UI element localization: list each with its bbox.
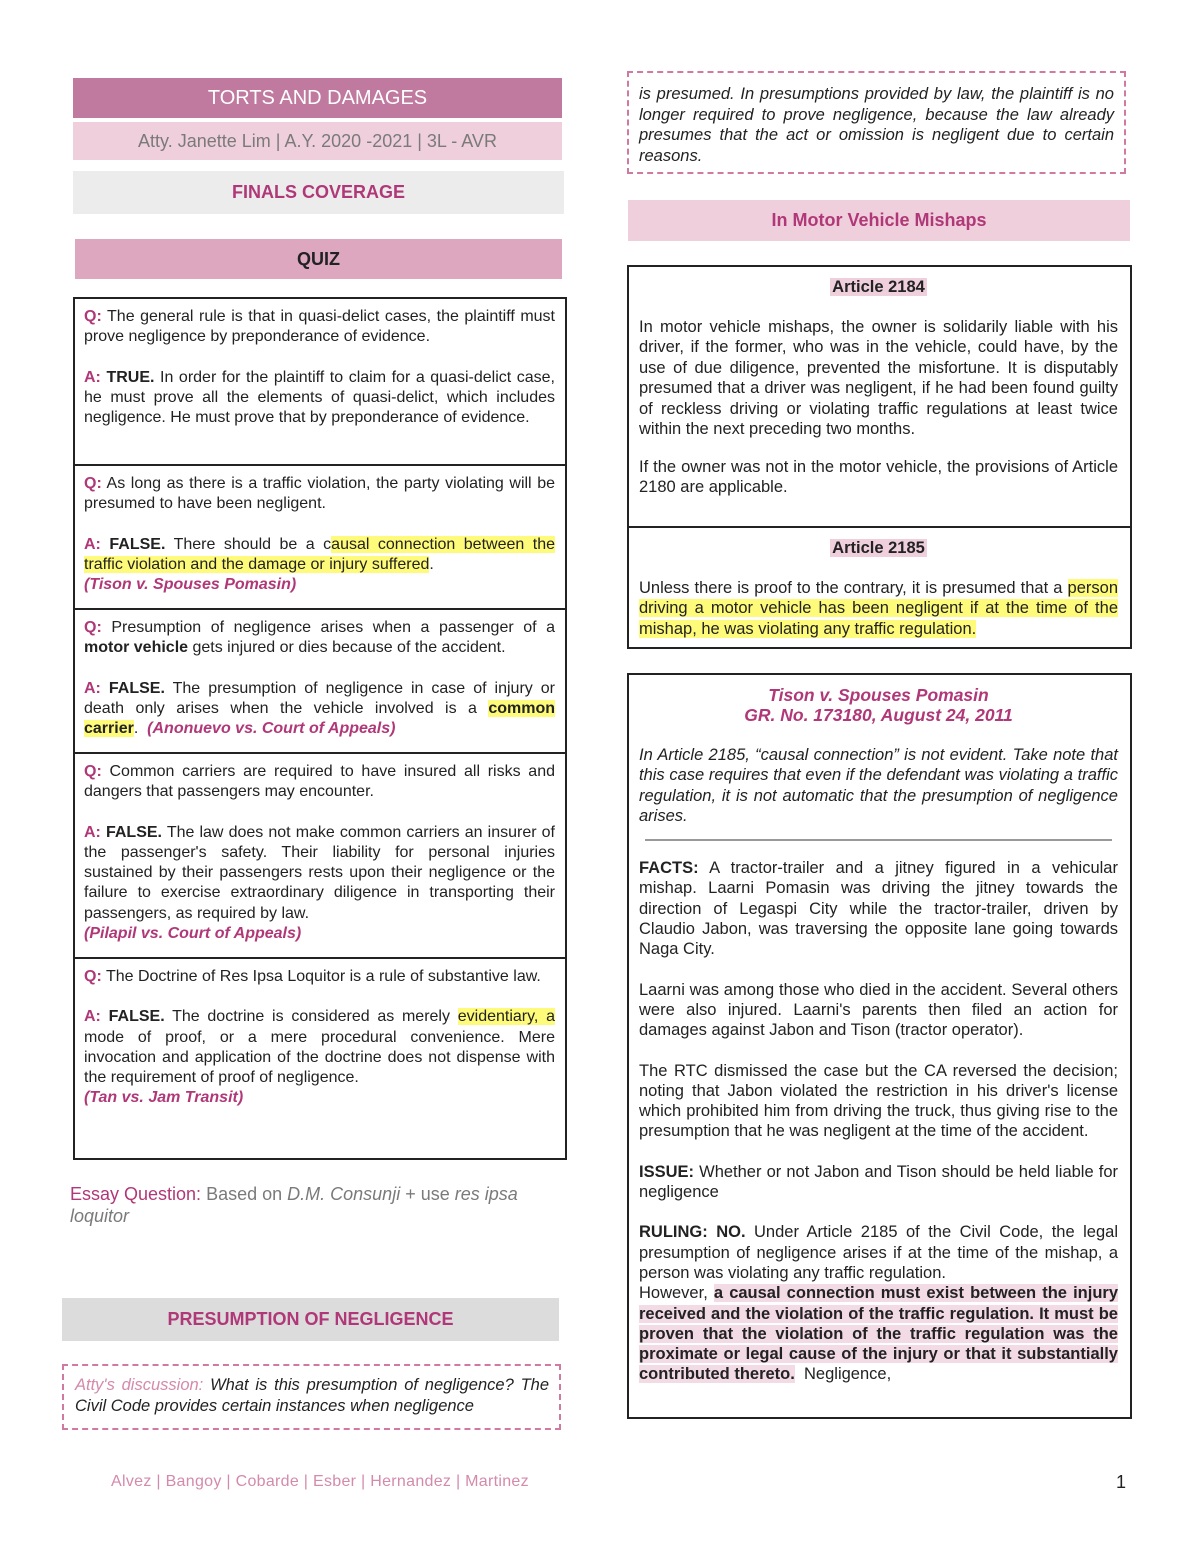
- case-gr-number: GR. No. 173180, August 24, 2011: [744, 705, 1013, 725]
- page-number: 1: [1116, 1472, 1127, 1492]
- ruling-however: However,: [639, 1284, 708, 1303]
- case-note: In Article 2185, “causal connection” is not evident. Take note that this case requires that even if the defendant was violating a traffic regulation, it is not automatic that the presumption of negligence arises.: [639, 746, 1118, 825]
- answer-label: A:: [84, 368, 101, 386]
- atty-discussion-text: What is this presumption of negligence? The Civil Code provides certain instances when negligence: [75, 1376, 550, 1415]
- question-label: Q:: [84, 619, 102, 636]
- facts-text-2: Laarni was among those who died in the accident. Several others were also injured. Laarni's parents then filed an action for damages against Jabon and Tison (tractor operator).: [639, 980, 1118, 1040]
- article-2185: [629, 538, 1130, 639]
- document-title: TORTS AND DAMAGES: [73, 78, 562, 118]
- answer-label: A:: [84, 1008, 101, 1026]
- article-2184-title: Article 2184: [832, 278, 925, 296]
- quiz-item-3: [75, 608, 565, 752]
- question-text: Presumption of negligence arises when a passenger of a: [111, 619, 555, 636]
- essay-doctrine: res ipsa loquitor: [70, 1184, 518, 1226]
- facts-text-3: The RTC dismissed the case but the CA reversed the decision; noting that Jabon violated the restriction in his driver's license which prohibited him from driving the truck, thus giving rise to the presumption that he was negligent at the time of the accident.: [639, 1061, 1118, 1141]
- question-bold-text: motor vehicle: [84, 639, 189, 657]
- answer-text: There should be a c: [173, 535, 332, 553]
- facts-text: A tractor-trailer and a jitney figured in a vehicular mishap. Laarni Pomasin was driving the jitney towards the direction of Legaspi City while the tractor-trailer, driven by Claudio Jabon, was traversing the opposite lane going towards Naga City.: [639, 859, 1118, 959]
- answer-verdict: FALSE.: [108, 679, 165, 697]
- article-2185-title: Article 2185: [832, 539, 925, 557]
- presumption-heading: PRESUMPTION OF NEGLIGENCE: [62, 1298, 559, 1341]
- document-subtitle: Atty. Janette Lim | A.Y. 2020 -2021 | 3L - AVR: [73, 122, 562, 160]
- question-text: As long as there is a traffic violation, the party violating will be presumed to have been negligent.: [84, 475, 556, 513]
- article-2185-text: Unless there is proof to the contrary, it is presumed that a: [639, 578, 1063, 597]
- quiz-item-4: [75, 752, 565, 957]
- answer-text: In order for the plaintiff to claim for a quasi-delict case, he must prove all the elements of quasi-delict, which includes negligence. He must prove that by preponderance of evidence.: [84, 368, 555, 427]
- coverage-heading: FINALS COVERAGE: [73, 171, 564, 214]
- question-text-end: gets injured or dies because of the accident.: [192, 639, 506, 657]
- answer-label: A:: [84, 823, 101, 841]
- article-2184: [629, 277, 1130, 498]
- atty-discussion-continued: is presumed. In presumptions provided by law, the plaintiff is no longer required to prove negligence, because the law already presumes that the act or omission is negligent due to certain reasons.: [627, 71, 1126, 174]
- ruling-highlight: a causal connection must exist between the injury received and the violation of the traffic regulation. It must be proven that the violation of the traffic regulation was the proximate or legal cause of the injury or that it substantially contributed thereto.: [639, 1284, 1118, 1384]
- quiz-table: [73, 297, 567, 1160]
- atty-discussion-box: [62, 1364, 561, 1430]
- answer-verdict: FALSE.: [109, 535, 166, 553]
- question-label: Q:: [84, 968, 102, 985]
- answer-text: The doctrine is considered as merely: [172, 1008, 450, 1026]
- question-text: Common carriers are required to have insured all risks and dangers that passengers may encounter.: [84, 763, 555, 801]
- case-title: Tison v. Spouses Pomasin: [768, 685, 989, 705]
- answer-verdict: FALSE.: [108, 1008, 165, 1026]
- atty-discussion-label: Atty's discussion:: [75, 1376, 204, 1394]
- quiz-heading: QUIZ: [75, 239, 562, 279]
- answer-text: The presumption of negligence in case of injury or death only arises when the vehicle involved is a: [84, 679, 556, 717]
- answer-label: A:: [84, 535, 101, 553]
- case-citation: (Anonuevo vs. Court of Appeals): [147, 720, 396, 738]
- article-2184-text-2: If the owner was not in the motor vehicle, the provisions of Article 2180 are applicable.: [639, 457, 1118, 496]
- issue-label: ISSUE:: [639, 1162, 695, 1181]
- question-text: The Doctrine of Res Ipsa Loquitor is a rule of substantive law.: [105, 968, 541, 985]
- question-label: Q:: [84, 308, 102, 325]
- ruling-text: Under Article 2185 of the Civil Code, the legal presumption of negligence arises if at the time of the mishap, a person was violating any traffic regulation.: [639, 1223, 1118, 1282]
- ruling-label: RULING: NO.: [639, 1223, 746, 1242]
- quiz-item-2: [75, 464, 565, 608]
- articles-table: [627, 265, 1132, 649]
- answer-highlight: ausal connection between the traffic violation and the damage or injury suffered: [84, 535, 555, 573]
- ruling-tail: Negligence,: [804, 1365, 892, 1384]
- answer-text-end: mode of proof, or a mere procedural convenience. Mere invocation and application of the doctrine does not dispense with the requirement of proof of negligence.: [84, 1028, 555, 1087]
- essay-question: [70, 1183, 570, 1227]
- article-2185-highlight: person driving a motor vehicle has been negligent if at the time of the mishap, he was violating any traffic regulation.: [639, 578, 1118, 638]
- answer-verdict: FALSE.: [105, 823, 162, 841]
- case-digest-box: [627, 673, 1132, 1419]
- facts-label: FACTS:: [639, 859, 699, 878]
- question-label: Q:: [84, 475, 102, 492]
- answer-text-end: .: [133, 720, 139, 738]
- question-label: Q:: [84, 763, 102, 780]
- answer-text-end: .: [429, 555, 434, 573]
- answer-highlight: evidentiary, a: [457, 1008, 555, 1026]
- answer-highlight: common carrier: [84, 699, 555, 738]
- case-citation: (Pilapil vs. Court of Appeals): [84, 925, 302, 943]
- case-divider: [645, 839, 1112, 841]
- case-citation: (Tan vs. Jam Transit): [84, 1089, 244, 1107]
- motor-vehicle-heading: In Motor Vehicle Mishaps: [628, 200, 1130, 241]
- footer-authors: Alvez | Bangoy | Cobarde | Esber | Hernandez | Martinez: [111, 1473, 529, 1490]
- answer-verdict: TRUE.: [106, 368, 155, 386]
- articles-divider: [629, 526, 1130, 528]
- essay-text-mid: + use: [405, 1184, 450, 1204]
- issue-text: Whether or not Jabon and Tison should be held liable for negligence: [639, 1162, 1118, 1202]
- article-2184-text: In motor vehicle mishaps, the owner is solidarily liable with his driver, if the former, who was in the vehicle, could have, by the use of due diligence, prevented the misfortune. It is disputably presumed that a driver was negligent, if he had been found guilty of reckless driving or violating traffic regulations at least twice within the next preceding two months.: [639, 317, 1118, 438]
- essay-text: Based on: [206, 1184, 283, 1204]
- case-citation: (Tison v. Spouses Pomasin): [84, 576, 297, 594]
- answer-text: The law does not make common carriers an insurer of the passenger's safety. Their liability for personal injuries sustained by their passengers rests upon their negligence or the failure to exercise extraordinary diligence in transporting their passengers, as required by law.: [84, 823, 555, 922]
- essay-label: Essay Question:: [70, 1184, 202, 1204]
- quiz-item-1: [75, 299, 565, 464]
- quiz-item-5: [75, 957, 565, 1160]
- question-text: The general rule is that in quasi-delict cases, the plaintiff must prove negligence by preponderance of evidence.: [84, 308, 556, 346]
- answer-label: A:: [84, 679, 101, 697]
- essay-case: D.M. Consunji: [287, 1184, 401, 1204]
